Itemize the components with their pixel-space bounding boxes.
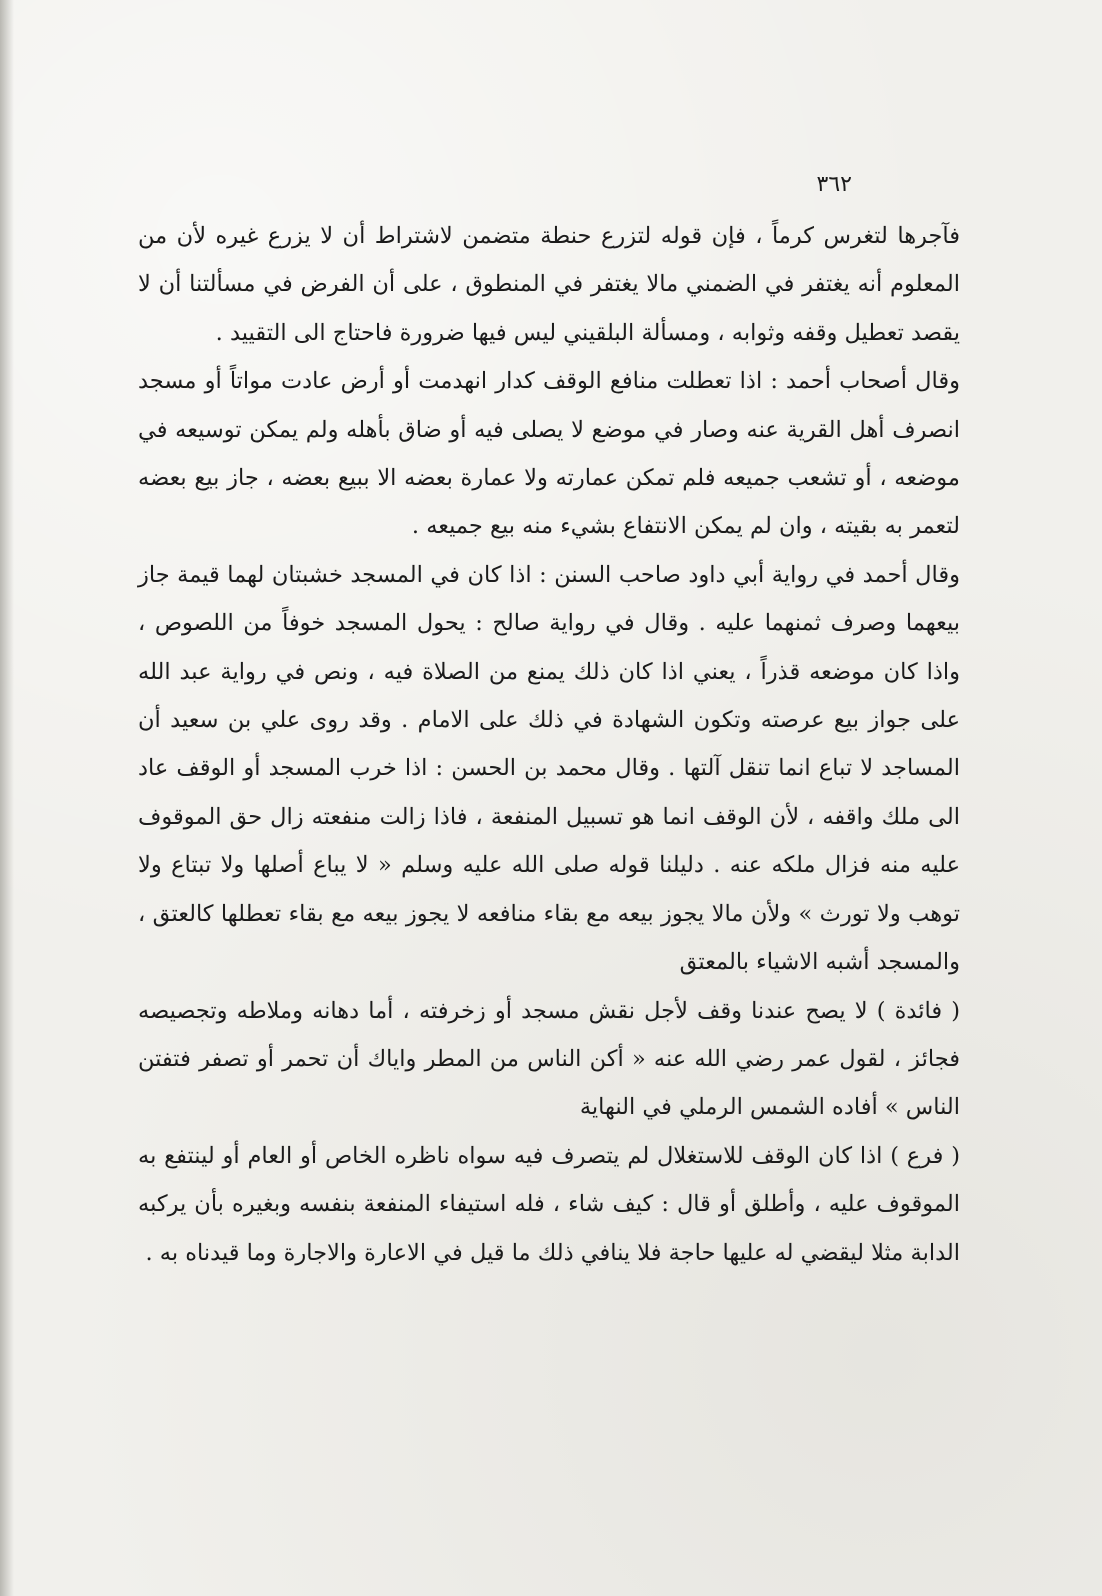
page-edge-shadow bbox=[0, 0, 14, 1596]
page-number: ٣٦٢ bbox=[816, 172, 852, 197]
paragraph-2: وقال أصحاب أحمد : اذا تعطلت منافع الوقف كدار انهدمت أو أرض عادت مواتاً أو مسجد انصرف أهل القرية عنه وصار في موضع لا يصلى فيه أو ضاق بأهله ولم يمكن توسيعه في موضعه ، أو تشعب جميعه فلم تمكن عمارته ولا عمارة بعضه الا ببيع بعضه ، جاز بيع بعضه لتعمر به بقيته ، وان لم يمكن الانتفاع بشيء منه بيع جميعه . bbox=[138, 368, 960, 540]
paragraph-5: ( فرع ) اذا كان الوقف للاستغلال لم يتصرف فيه سواه ناظره الخاص أو العام أو لينتفع به الموقوف عليه ، وأطلق أو قال : كيف شاء ، فله استيفاء المنفعة بنفسه وبغيره بأن يركبه الدابة مثلا ليقضي له عليها حاجة فلا ينافي ذلك ما قيل في الاعارة والاجارة وما قيدناه به . bbox=[138, 1142, 960, 1266]
paragraph-1: فآجرها لتغرس كرماً ، فإن قوله لتزرع حنطة متضمن لاشتراط أن لا يزرع غيره لأن من المعلوم أنه يغتفر في الضمني مالا يغتفر في المنطوق ، على أن الفرض في مسألتنا أن لا يقصد تعطيل وقفه وثوابه ، ومسألة البلقيني ليس فيها ضرورة فاحتاج الى التقييد . bbox=[138, 223, 960, 346]
paragraph-3: وقال أحمد في رواية أبي داود صاحب السنن : اذا كان في المسجد خشبتان لهما قيمة جاز بيعهما وصرف ثمنهما عليه . وقال في رواية صالح : يحول المسجد خوفاً من اللصوص ، واذا كان موضعه قذراً ، يعني اذا كان ذلك يمنع من الصلاة فيه ، ونص في رواية عبد الله على جواز بيع عرصته وتكون الشهادة في ذلك على الامام . وقد روى علي بن سعيد أن المساجد لا تباع انما تنقل آلتها . وقال محمد بن الحسن : اذا خرب المسجد أو الوقف عاد الى ملك واقفه ، لأن الوقف انما هو تسبيل المنفعة ، فاذا زالت منفعته زال حق الموقوف عليه منه فزال ملكه عنه . دليلنا قوله صلى الله عليه وسلم « لا يباع أصلها ولا تبتاع ولا توهب ولا تورث » ولأن مالا يجوز بيعه مع بقاء منافعه لا يجوز بيعه مع بقاء تعطلها كالعتق ، والمسجد أشبه الاشياء بالمعتق bbox=[138, 561, 960, 976]
page-body-text bbox=[138, 212, 960, 1277]
paragraph-4: ( فائدة ) لا يصح عندنا وقف لأجل نقش مسجد أو زخرفته ، أما دهانه وملاطه وتجصيصه فجائز ، لقول عمر رضي الله عنه « أكن الناس من المطر واياك أن تحمر أو تصفر فتفتن الناس » أفاده الشمس الرملي في النهاية bbox=[138, 997, 960, 1121]
